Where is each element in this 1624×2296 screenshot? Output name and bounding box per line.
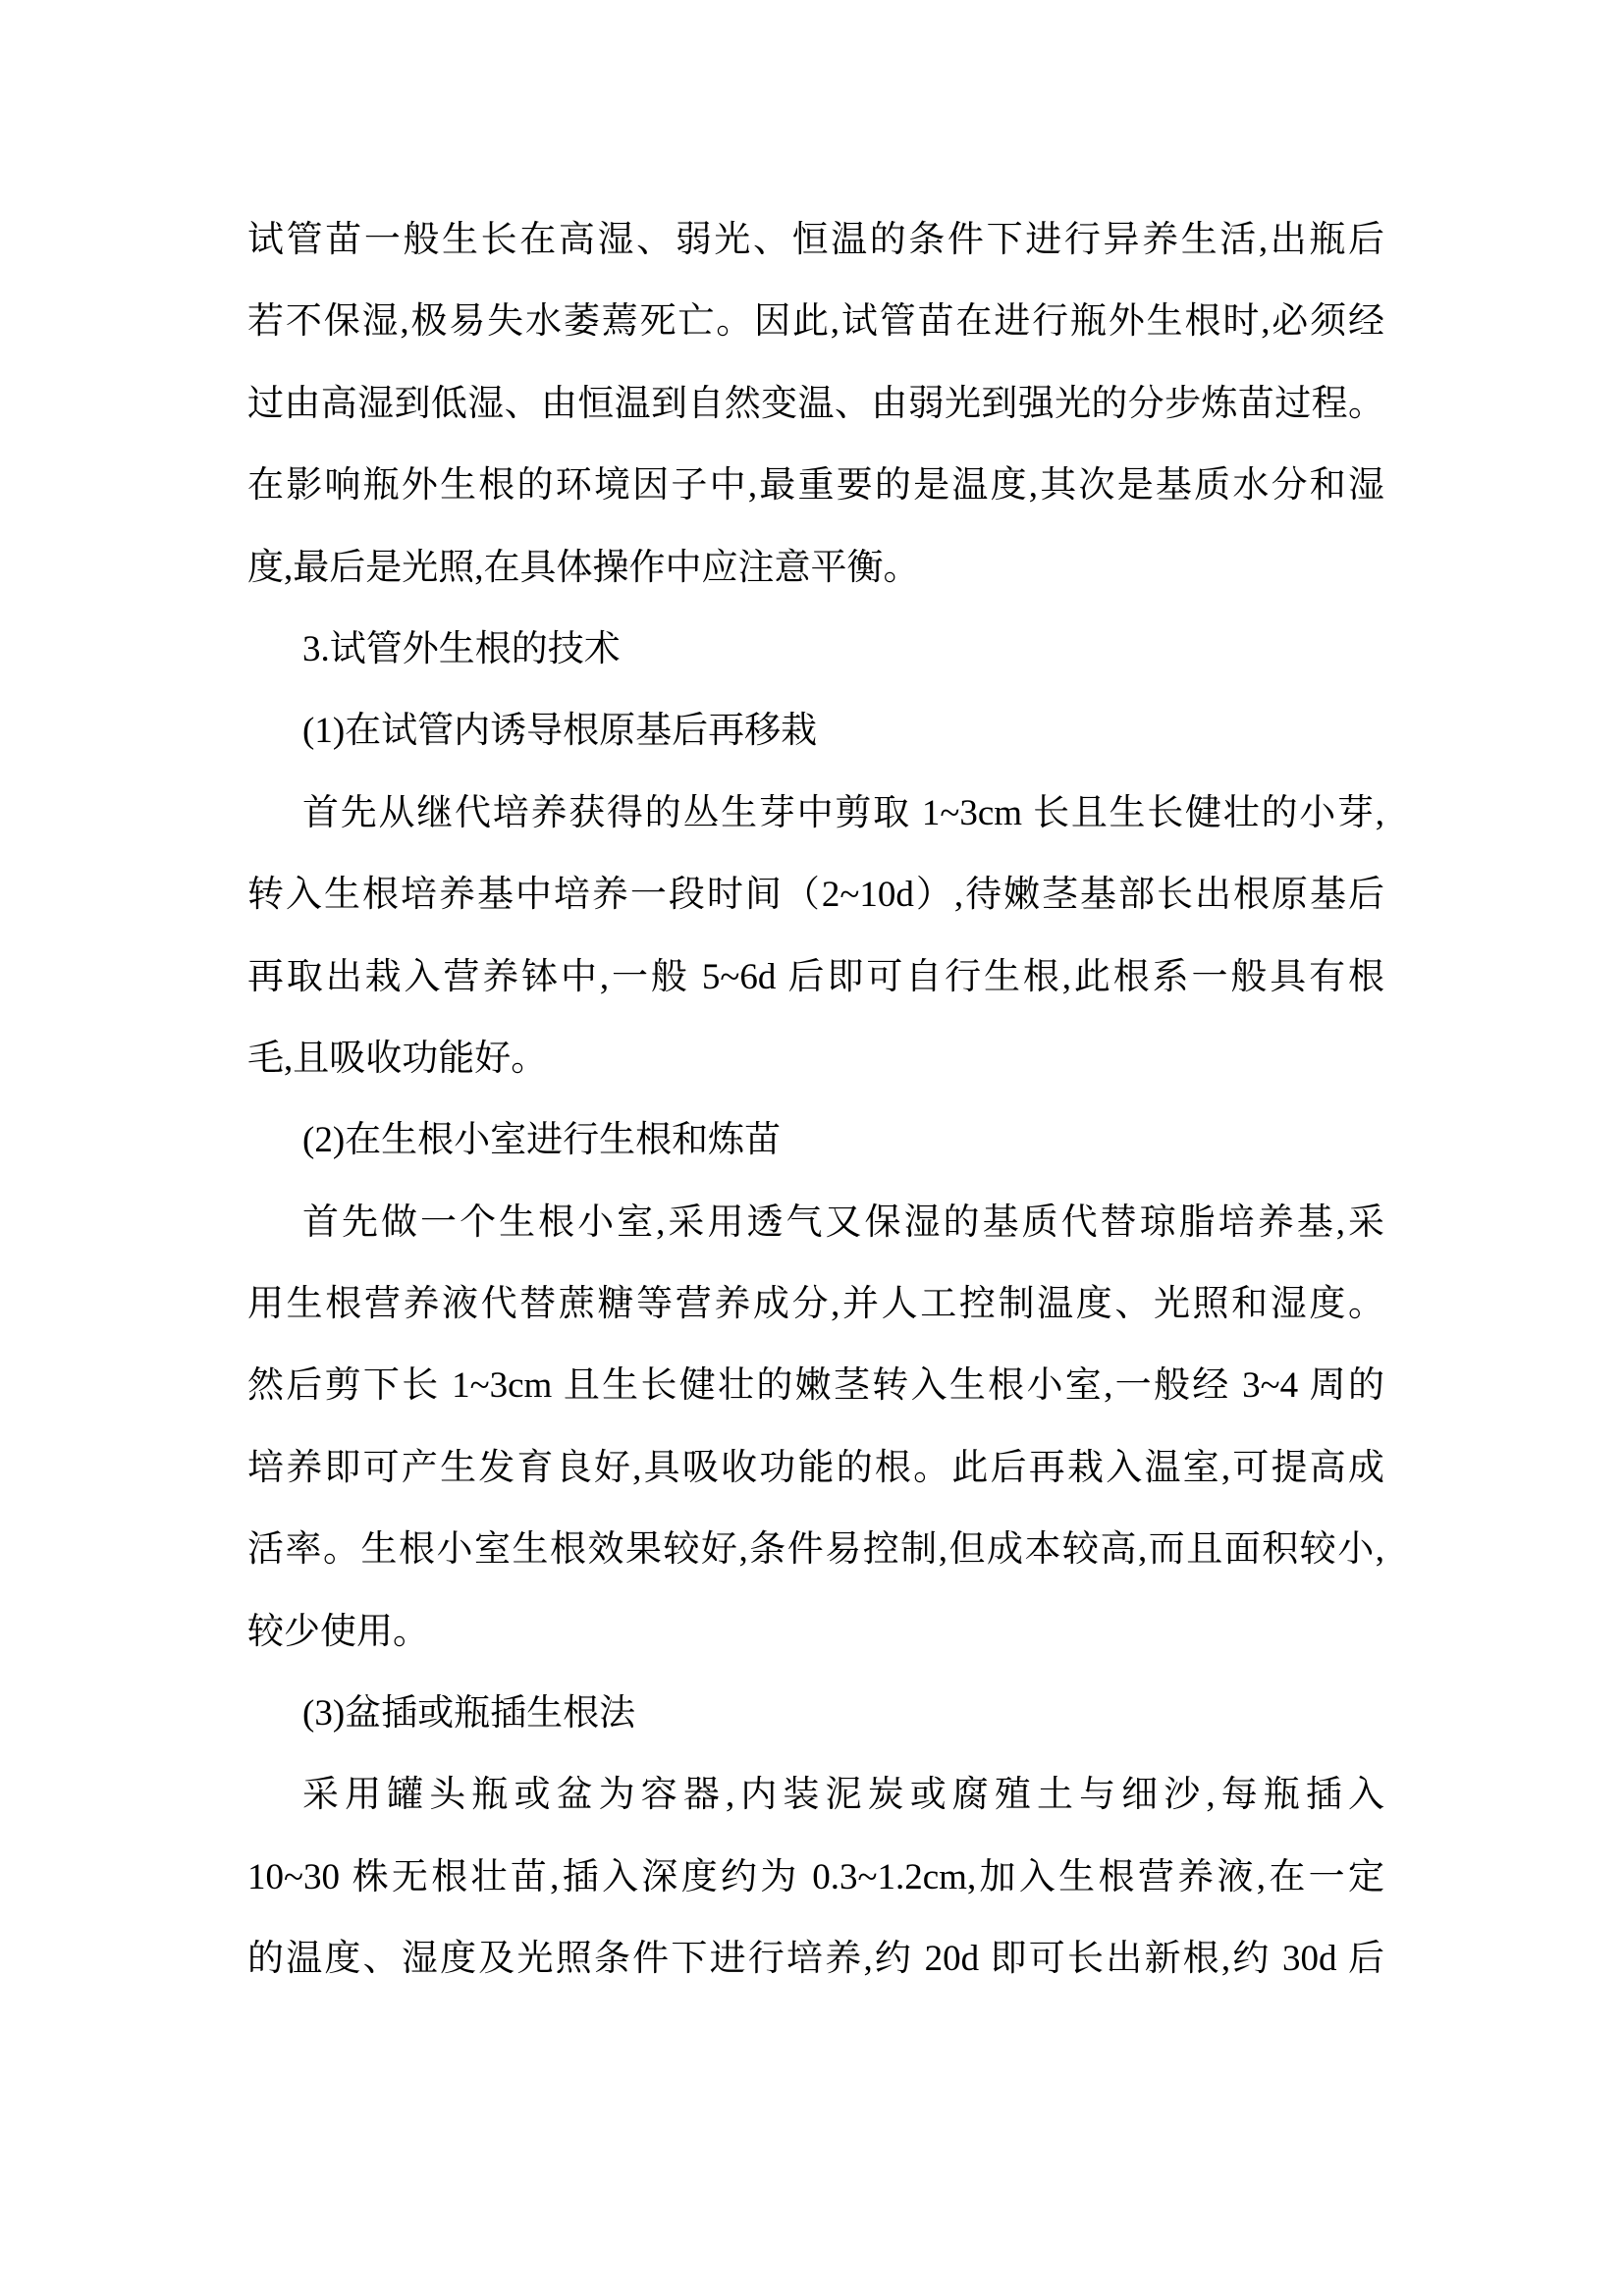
paragraph — [247, 1182, 1384, 1673]
text-line: 10~30 株无根壮苗,插入深度约为 0.3~1.2cm,加入生根营养液,在一定 — [247, 1856, 1384, 1897]
text-line: 在影响瓶外生根的环境因子中,最重要的是温度,其次是基质水分和湿 — [247, 465, 1384, 507]
text-line: 首先从继代培养获得的丛生芽中剪取 1~3cm 长且生长健壮的小芽, — [302, 792, 1384, 833]
text-line: 较少使用。 — [247, 1611, 429, 1652]
paragraph — [247, 1754, 1384, 2000]
text-line: 再取出栽入营养钵中,一般 5~6d 后即可自行生根,此根系一般具有根 — [247, 956, 1384, 997]
text-line: 试管苗一般生长在高湿、弱光、恒温的条件下进行异养生活,出瓶后 — [247, 220, 1384, 260]
paragraph-intro — [247, 199, 1384, 609]
subsection-heading: (3)盆插或瓶插生根法 — [302, 1693, 636, 1735]
text-line: 度,最后是光照,在具体操作中应注意平衡。 — [247, 547, 920, 588]
text-line: 然后剪下长 1~3cm 且生长健壮的嫩茎转入生根小室,一般经 3~4 周的 — [247, 1365, 1384, 1407]
text-line: 若不保湿,极易失水萎蔫死亡。因此,试管苗在进行瓶外生根时,必须经 — [247, 301, 1384, 343]
section-heading: 3.试管外生根的技术 — [302, 628, 621, 669]
subsection-heading: (1)在试管内诱导根原基后再移栽 — [302, 711, 818, 752]
text-line: 采用罐头瓶或盆为容器,内装泥炭或腐殖土与细沙,每瓶插入 — [302, 1775, 1384, 1816]
text-line: 活率。生根小室生根效果较好,条件易控制,但成本较高,而且面积较小, — [247, 1529, 1384, 1571]
text-line: 首先做一个生根小室,采用透气又保湿的基质代替琼脂培养基,采 — [302, 1201, 1384, 1243]
text-line: 毛,且吸收功能好。 — [247, 1038, 548, 1079]
paragraph — [247, 773, 1384, 1100]
document-body — [247, 199, 1384, 2001]
text-line: 转入生根培养基中培养一段时间（2~10d）,待嫩茎基部长出根原基后 — [247, 875, 1384, 916]
text-line: 过由高湿到低湿、由恒温到自然变温、由弱光到强光的分步炼苗过程。 — [247, 383, 1384, 424]
text-line: 培养即可产生发育良好,具吸收功能的根。此后再栽入温室,可提高成 — [247, 1447, 1384, 1488]
subsection-heading: (2)在生根小室进行生根和炼苗 — [302, 1120, 782, 1161]
text-line: 的温度、湿度及光照条件下进行培养,约 20d 即可长出新根,约 30d 后 — [247, 1939, 1384, 1980]
text-line: 用生根营养液代替蔗糖等营养成分,并人工控制温度、光照和湿度。 — [247, 1284, 1384, 1325]
